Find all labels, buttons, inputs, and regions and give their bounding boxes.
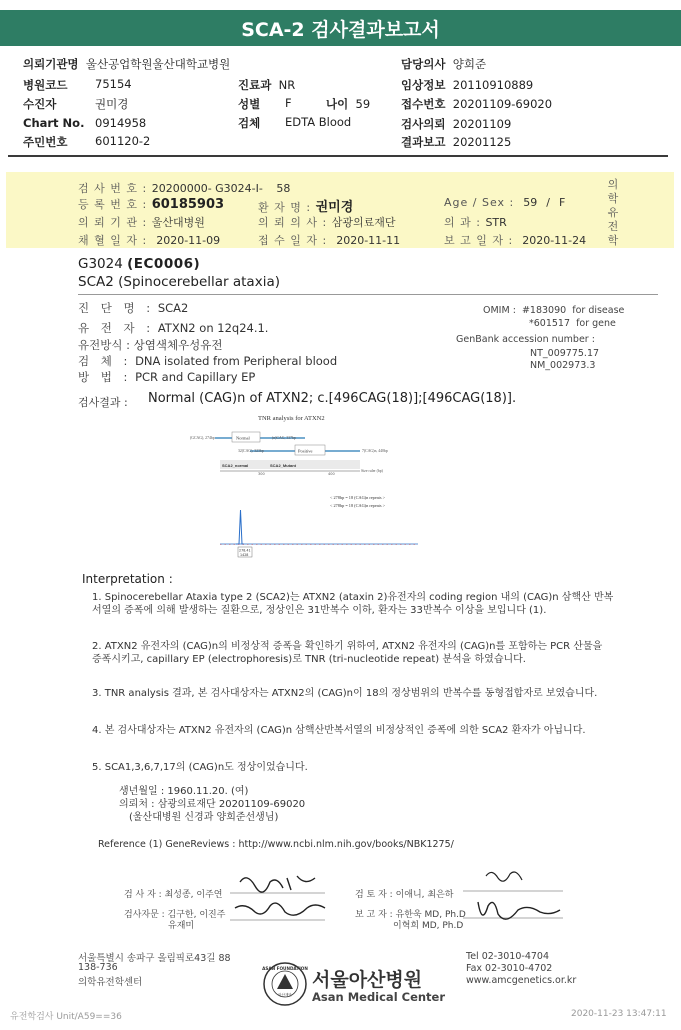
yb-inst: 의 뢰 기 관 : 울산대병원 (78, 216, 205, 229)
header-code-value: 75154 (95, 77, 132, 91)
test-name: SCA2 (Spinocerebellar ataxia) (78, 274, 280, 290)
birth-date: 생년월일 : 1960.11.20. (여) (119, 786, 249, 797)
yb-collect: 채 혈 일 자 : 2020-11-09 (78, 234, 221, 247)
result-value: Normal (CAG)n of ATXN2; c.[496CAG(18)];[496CAG(18)]. (148, 391, 517, 406)
interpretation-heading: Interpretation : (82, 572, 173, 586)
header-chart: Chart No. (23, 116, 85, 130)
result-label: 검사결과 : (78, 396, 128, 409)
header-id: 주민번호 (23, 135, 68, 149)
interp-item-3: 3. TNR analysis 결과, 본 검사대상자는 ATXN2의 (CAG)n이 18의 정상범위의 반복수를 동형접합자로 보였습니다. (92, 688, 598, 699)
fig-a4: 7(CAG)n, 440bp (362, 449, 388, 453)
fig-scale: Size ruler (bp) (361, 469, 383, 473)
footer-timestamp: 2020-11-23 13:47:11 (571, 1009, 667, 1019)
sig-tester: 검 사 자 : 최성종, 이주연 (124, 890, 223, 900)
fig-a2: (n)CAG, 337bp (272, 436, 296, 440)
reference: Reference (1) GeneReviews : http://www.ncbi.nlm.nih.gov/books/NBK1275/ (98, 839, 454, 850)
fig-a3: 32(CAG), 323bp (238, 449, 264, 453)
footer-fax: Fax 02-3010-4702 (466, 963, 553, 974)
yb-side-label: 의 학 유 전 학 (607, 178, 619, 247)
seal-bottom-text: 아산재단 (278, 993, 292, 997)
specimen-row: 검 체 : DNA isolated from Peripheral blood (78, 354, 338, 368)
header-code: 병원코드 (23, 78, 68, 92)
sig-supervisor-2: 유재미 (168, 921, 195, 931)
signature-drawing-left (225, 868, 335, 932)
footer-unit: 유전학검사 Unit/A59==36 (10, 1012, 122, 1022)
interp-item-2: 2. ATXN2 유전자의 (CAG)n의 비정상적 증폭을 확인하기 위하여, ATXN2 유전자의 (CAG)n를 포함하는 PCR 산물을 증폭시키고, capillary EP (electrophoresis)로 TNR (tri-nucleotide repeat) 분석을 하였습니다. (92, 641, 603, 665)
header-chart-value: 0914958 (95, 116, 147, 130)
header-id-value: 601120-2 (95, 134, 151, 148)
method-row: 방 법 : PCR and Capillary EP (78, 370, 256, 384)
header-sex-value: F (285, 96, 292, 110)
yb-patient: 환 자 명 : 권미경 (258, 200, 354, 215)
fig-a1: (GCAG), 274bp (190, 436, 215, 440)
header-doctor: 담당의사 양희준 (401, 57, 487, 71)
fig-title: TNR analysis for ATXN2 (258, 415, 325, 422)
test-divider (78, 294, 658, 295)
yb-test-no: 검 사 번 호 : 20200000- G3024-I- 58 (78, 182, 291, 195)
sig-supervisor: 검사자문 : 김구한, 이진주 (124, 910, 226, 920)
interp-item-4: 4. 본 검사대상자는 ATXN2 유전자의 (CAG)n 삼핵산반복서열의 비정상적인 증폭에 의한 SCA2 환자가 아닙니다. (92, 725, 586, 736)
yb-doc: 의 뢰 의 사 : 삼광의료재단 (258, 216, 396, 229)
fig-peak-2: 1428 (240, 552, 249, 557)
header-specimen-value: EDTA Blood (285, 115, 352, 129)
fig-peak-1: 278.41 (239, 548, 251, 553)
signature-drawing-right (458, 866, 568, 934)
fig-n-label: SCA2_normal (222, 463, 249, 468)
header-hospital: 의뢰기관명 울산공업학원울산대학교병원 (23, 57, 231, 71)
footer-web: www.amcgenetics.or.kr (466, 975, 577, 986)
interp-item-1: 1. Spinocerebellar Ataxia type 2 (SCA2)는 ATXN2 (ataxin 2)유전자의 coding region 내의 (CAG)n 삼핵산 반복서열의 증폭에 의해 발생하는 질환으로, 정상인은 31반복수 이하, 환자는 33반복수 이상을 보입니다 (1). (92, 592, 614, 616)
genbank-label: GenBank accession number : (456, 334, 595, 345)
header-sex: 성별 (238, 97, 261, 111)
yb-receive: 접 수 일 자 : 2020-11-11 (258, 234, 401, 247)
report-title-bar (0, 10, 681, 46)
yb-dept: 의 과 : STR (444, 216, 507, 229)
footer-address-2: 138-736 (78, 962, 118, 973)
yb-reg: 등 록 번 호 : 60185903 (78, 197, 225, 212)
fig-positive: Positive (298, 448, 313, 454)
header-patient: 수진자 (23, 97, 57, 111)
requester-2: (울산대병원 신경과 양희준선생님) (129, 812, 279, 823)
omim-row: OMIM : #183090 for disease (483, 305, 625, 316)
asan-seal-icon (262, 961, 308, 1007)
fig-repeat-2: < 278bp = 18 (CAG)n repeats > (330, 503, 386, 508)
hospital-brand-ko: 서울아산병원 (312, 969, 423, 991)
header-patient-value: 권미경 (95, 97, 129, 111)
sig-reporter: 보 고 자 : 유한욱 MD, Ph.D (355, 910, 466, 920)
yb-agesex: Age / Sex : 59 / F (444, 196, 566, 209)
fig-m-label: SCA2_Mutant (270, 463, 297, 468)
dx-row: 진 단 명 : SCA2 (78, 301, 189, 315)
footer-tel: Tel 02-3010-4704 (466, 951, 549, 962)
header-receipt: 접수번호 20201109-69020 (401, 97, 553, 111)
genbank-1: NT_009775.17 (530, 348, 600, 359)
fig-tick-1: 300 (258, 472, 265, 476)
tnr-figure (180, 410, 440, 560)
sig-reviewer: 검 토 자 : 이애니, 최은하 (355, 890, 454, 900)
yb-report: 보 고 일 자 : 2020-11-24 (444, 234, 587, 247)
test-code: G3024 (EC0006) (78, 256, 201, 272)
omim-row-2: *601517 for gene (529, 318, 616, 329)
sig-reporter-2: 이혁희 MD, Ph.D (393, 921, 464, 931)
header-request: 검사의뢰 20201109 (401, 117, 512, 131)
inheritance-row: 유전방식 : 상염색체우성유전 (78, 338, 223, 352)
footer-address-3: 의학유전학센터 (78, 977, 143, 988)
fig-peak (236, 510, 244, 544)
genbank-2: NM_002973.3 (530, 360, 596, 371)
header-dept: 진료과 NR (238, 78, 296, 92)
footer-address-1: 서울특별시 송파구 올림픽로43길 88 (78, 953, 231, 964)
header-report: 결과보고 20201125 (401, 135, 512, 149)
interp-item-5: 5. SCA1,3,6,7,17의 (CAG)n도 정상이었습니다. (92, 762, 308, 773)
fig-tick-2: 400 (328, 472, 335, 476)
header-specimen: 검체 (238, 116, 261, 130)
requester: 의뢰처 : 삼광의료재단 20201109-69020 (119, 799, 306, 810)
header-age: 나이 59 (326, 97, 371, 111)
hospital-brand-en: Asan Medical Center (312, 990, 446, 1004)
header-divider (8, 155, 668, 157)
fig-normal: Normal (236, 435, 250, 441)
header-clinical: 임상정보 20110910889 (401, 78, 534, 92)
fig-repeat-1: < 278bp = 18 (CAG)n repeats > (330, 495, 386, 500)
gene-row: 유 전 자 : ATXN2 on 12q24.1. (78, 321, 269, 335)
seal-top-text: ASAN FOUNDATION (262, 966, 308, 971)
report-title: SCA-2 검사결과보고서 (241, 19, 440, 41)
